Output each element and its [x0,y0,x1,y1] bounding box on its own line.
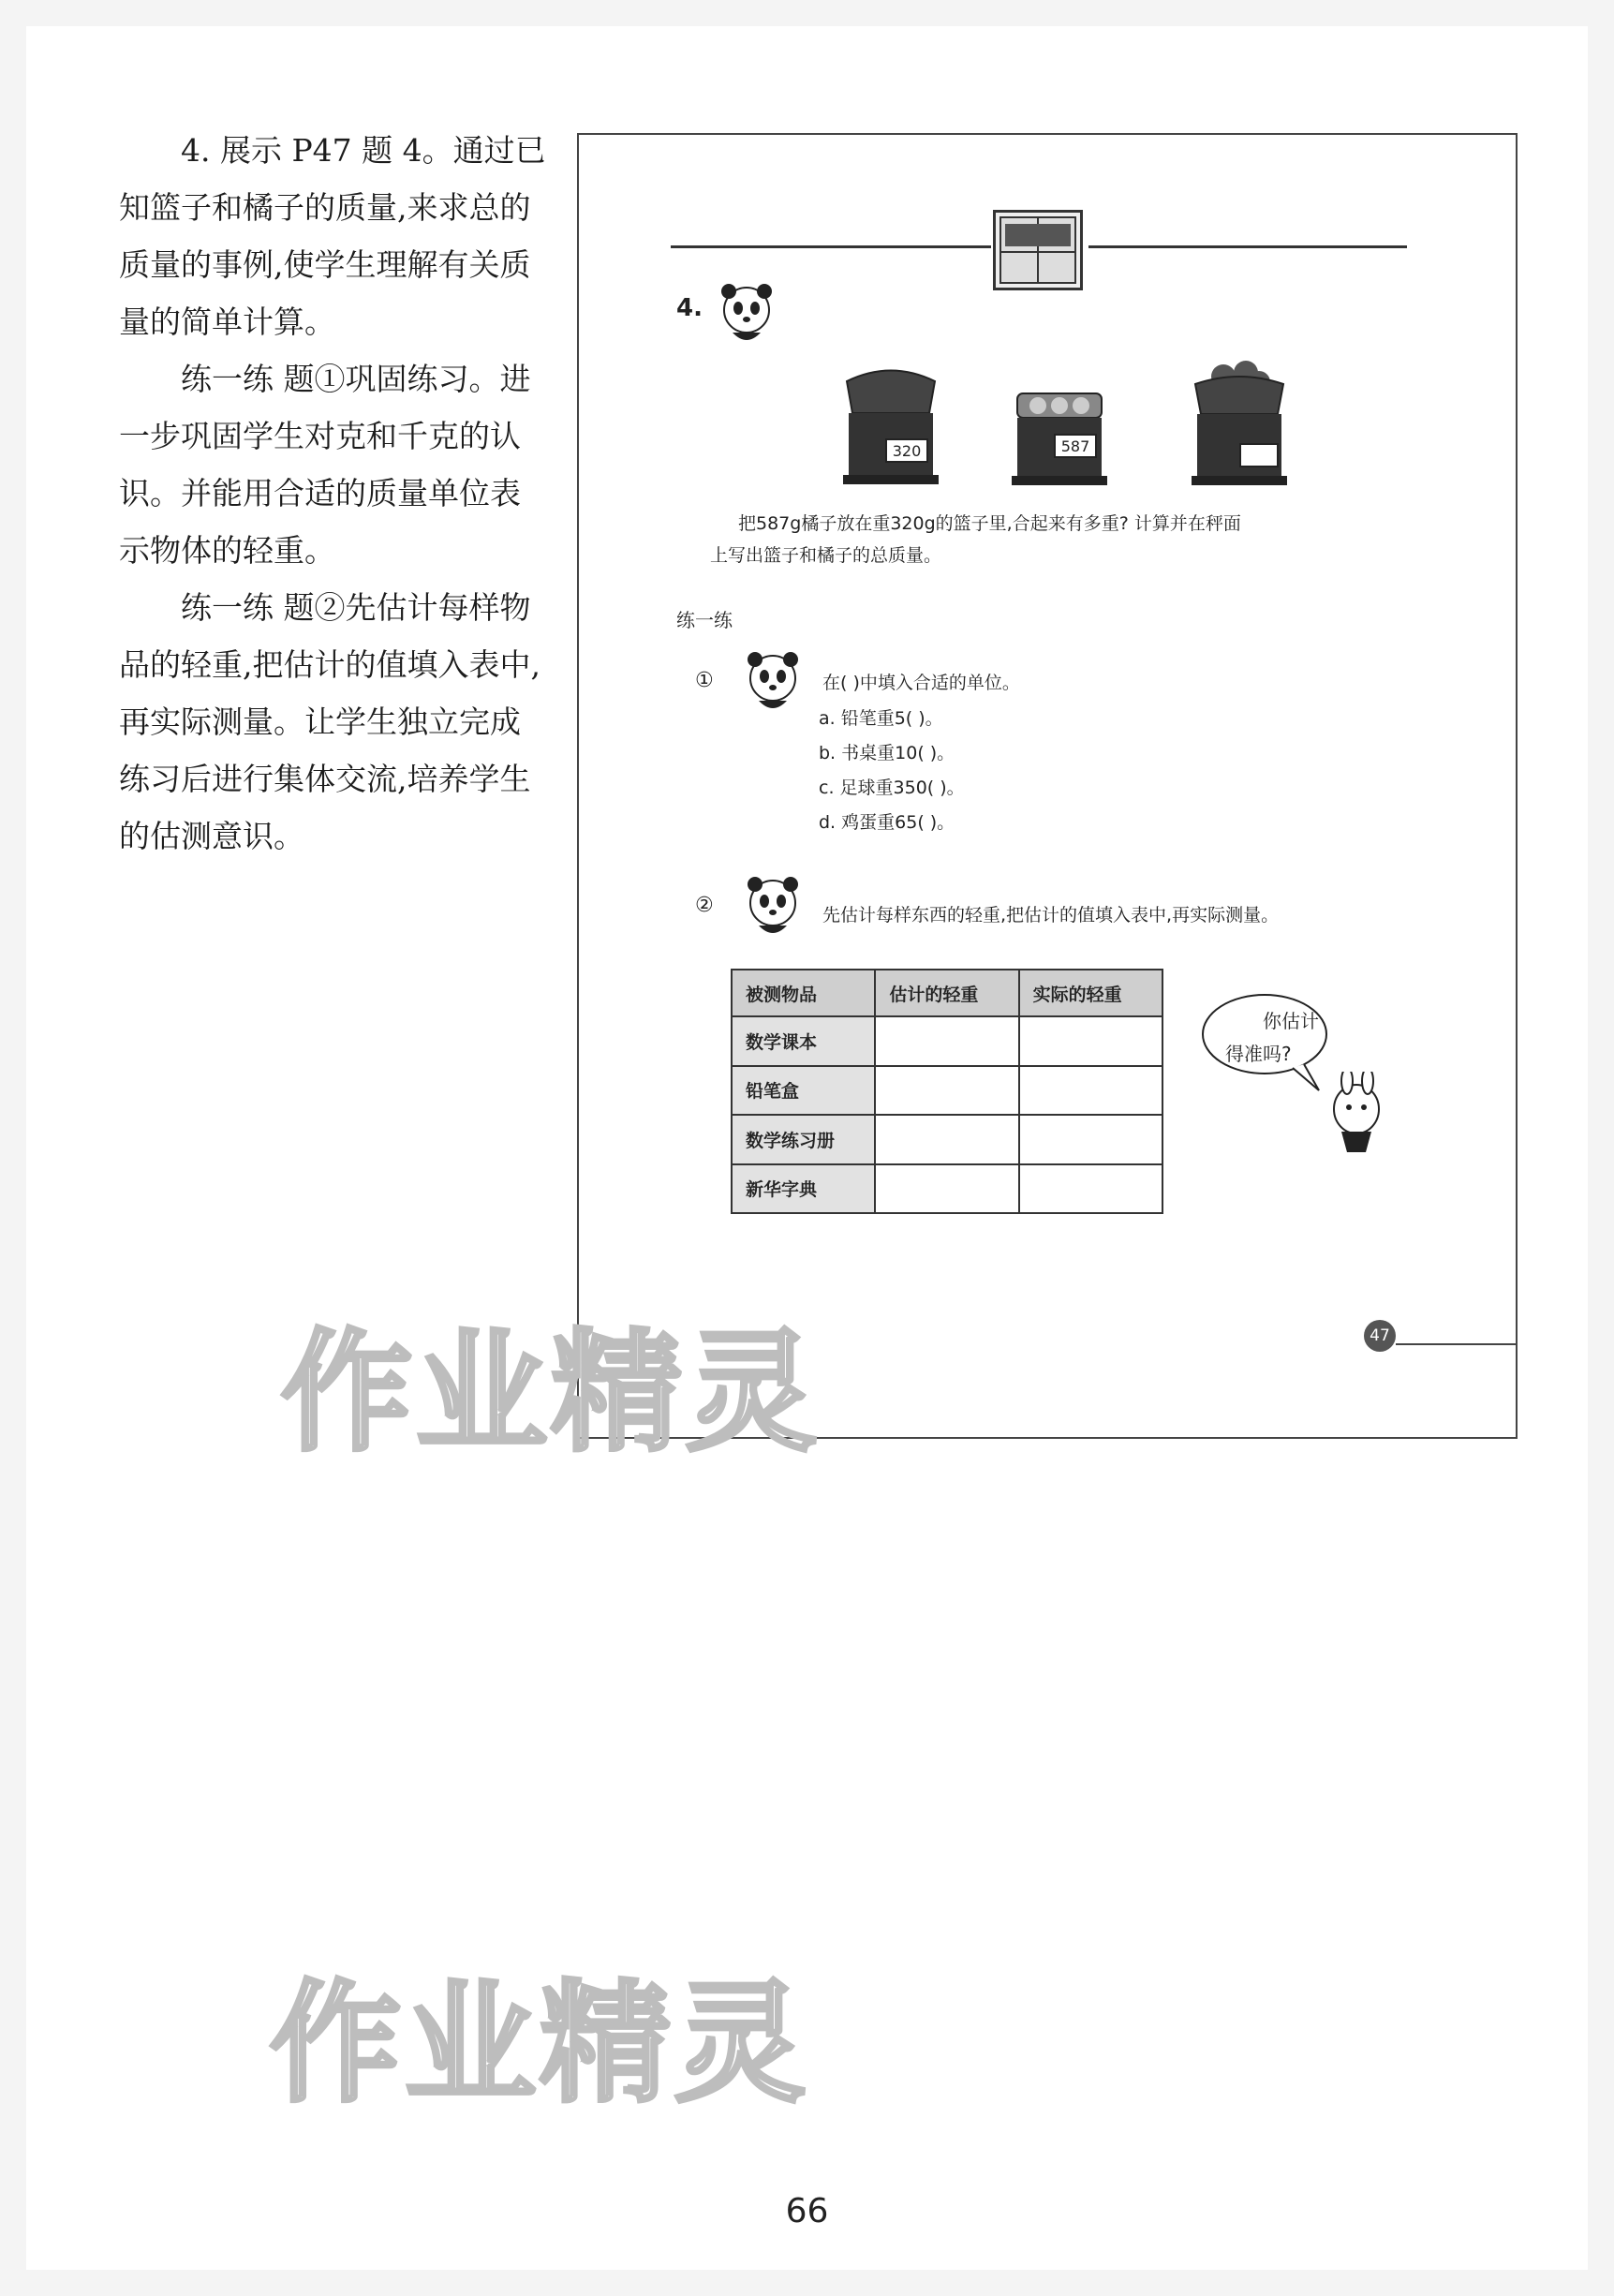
weight-table [731,969,1163,1214]
practice-title: 练一练 [676,609,733,631]
table-cell [875,1115,1018,1164]
note-paragraph: 4. 展示 P47 题 4。通过已知篮子和橘子的质量,来求总的质量的事例,使学生理解有关质量的简单计算。 [119,132,546,340]
panda-icon [740,648,806,722]
table-cell [1019,1164,1162,1214]
problem-prompt: 上写出篮子和橘子的总质量。 [710,545,942,566]
table-row [732,1164,1162,1214]
watermark: 作业精灵 [281,1317,822,1470]
table-cell [1019,1016,1162,1066]
header-rule-right [1088,245,1407,248]
question-number: 4. [676,294,703,322]
scale-total-icon [1188,360,1291,487]
note-paragraph: 练一练 题②先估计每样物品的轻重,把估计的值填入表中,再实际测量。让学生独立完成练习后进行集体交流,培养学生的估测意识。 [119,589,540,854]
watermark: 作业精灵 [270,1968,810,2121]
scale-oranges-icon [1008,388,1111,487]
bubble-text: 得准吗? [1225,1043,1292,1065]
footer-rule [1396,1343,1516,1345]
table-cell: 铅笔盒 [732,1066,875,1116]
exercise-item: d. 鸡蛋重65( )。 [819,812,955,833]
table-row [732,1066,1162,1116]
table-header: 实际的轻重 [1019,970,1162,1016]
exercise-number: ① [695,669,714,692]
table-header: 被测物品 [732,970,875,1016]
table-row [732,1115,1162,1164]
textbook-page-thumbnail [577,133,1518,1439]
table-cell [1019,1115,1162,1164]
scale-basket-icon [839,364,942,486]
note-paragraph: 练一练 题①巩固练习。进一步巩固学生对克和千克的认识。并能用合适的质量单位表示物体的轻重。 [119,361,531,569]
panda-icon [740,873,806,947]
table-row [732,1016,1162,1066]
table-cell: 数学课本 [732,1016,875,1066]
rabbit-mascot-icon [1319,1072,1394,1156]
table-header: 估计的轻重 [875,970,1018,1016]
table-cell: 数学练习册 [732,1115,875,1164]
table-cell [875,1016,1018,1066]
exercise-number: ② [695,894,714,917]
exercise-item: a. 铅笔重5( )。 [819,708,943,729]
header-rule-left [671,245,991,248]
teacher-notes [119,122,550,865]
bubble-text: 你估计 [1263,1010,1319,1032]
exercise-item: c. 足球重350( )。 [819,778,965,798]
table-cell: 新华字典 [732,1164,875,1214]
page-number: 66 [785,2192,829,2230]
scale-readout: 320 [892,442,922,460]
page-badge: 47 [1364,1320,1396,1352]
table-cell [875,1066,1018,1116]
problem-prompt: 把587g橘子放在重320g的篮子里,合起来有多重? 计算并在秤面 [738,513,1241,534]
exercise-item: b. 书桌重10( )。 [819,743,955,763]
panda-icon [714,280,779,354]
table-cell [875,1164,1018,1214]
abacus-icon [993,210,1083,290]
table-cell [1019,1066,1162,1116]
exercise-instruction: 先估计每样东西的轻重,把估计的值填入表中,再实际测量。 [822,905,1280,926]
exercise-instruction: 在( )中填入合适的单位。 [822,673,1020,693]
scale-readout: 587 [1060,437,1090,455]
